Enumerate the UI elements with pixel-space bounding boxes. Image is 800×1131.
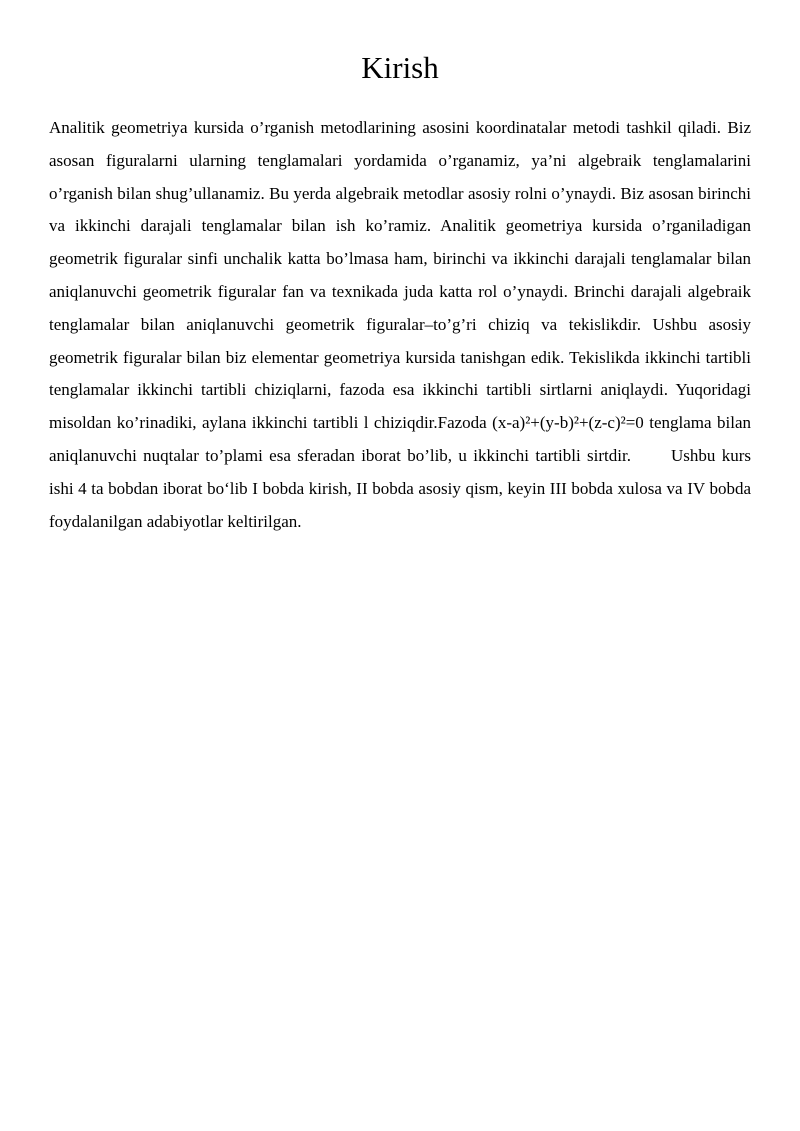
page-title: Kirish — [361, 50, 439, 85]
paragraph-text-part1: Analitik geometriya kursida o’rganish metodlarining asosini koordinatalar metodi tashkil qiladi. Biz asosan figuralarni ularning tenglamalari yordamida o’rganamiz, ya’ni algebraik tenglamalarini o’rganish bilan shug’ullanamiz. Bu yerda algebraik metodlar asosiy rolni o’ynaydi. Biz asosan birinchi va ikkinchi darajali tenglamalar bilan ish ko’ramiz. Analitik geometriya kursida o’rganiladigan geometrik figuralar sinfi unchalik katta bo’lmasa ham, birinchi va ikkinchi darajali tenglamalar bilan aniqlanuvchi geometrik figuralar fan va texnikada juda katta rol o’ynaydi. Brinchi darajali algebraik tenglamalar bilan aniqlanuvchi geometrik figuralar–to’g’ri chiziq va tekislikdir. Ushbu asosiy geometrik figuralar bilan biz elementar geometriya kursida tanishgan edik. Tekislikda ikkinchi tartibli tenglamalar ikkinchi tartibli chiziqlarni, fazoda esa ikkinchi tartibli sirtlarni aniqlaydi. Yuqoridagi misoldan ko’rinadiki, aylana ikkinchi tartibli l chiziqdir.Fazoda (x-a)²+(y-b)²+(z-c)²=0 tenglama bilan aniqlanuvchi nuqtalar to’plami esa sferadan iborat bo’lib, u ikkinchi tartibli sirtdir. — [49, 118, 751, 465]
paragraph-text-part2: Ushbu kurs ishi 4 ta bobdan iborat bo‘lib I bobda kirish, II bobda asosiy qism, keyin III bobda xulosa va IV bobda foydalanilgan adabiyotlar keltirilgan. — [49, 445, 751, 531]
body-paragraph — [49, 112, 751, 538]
